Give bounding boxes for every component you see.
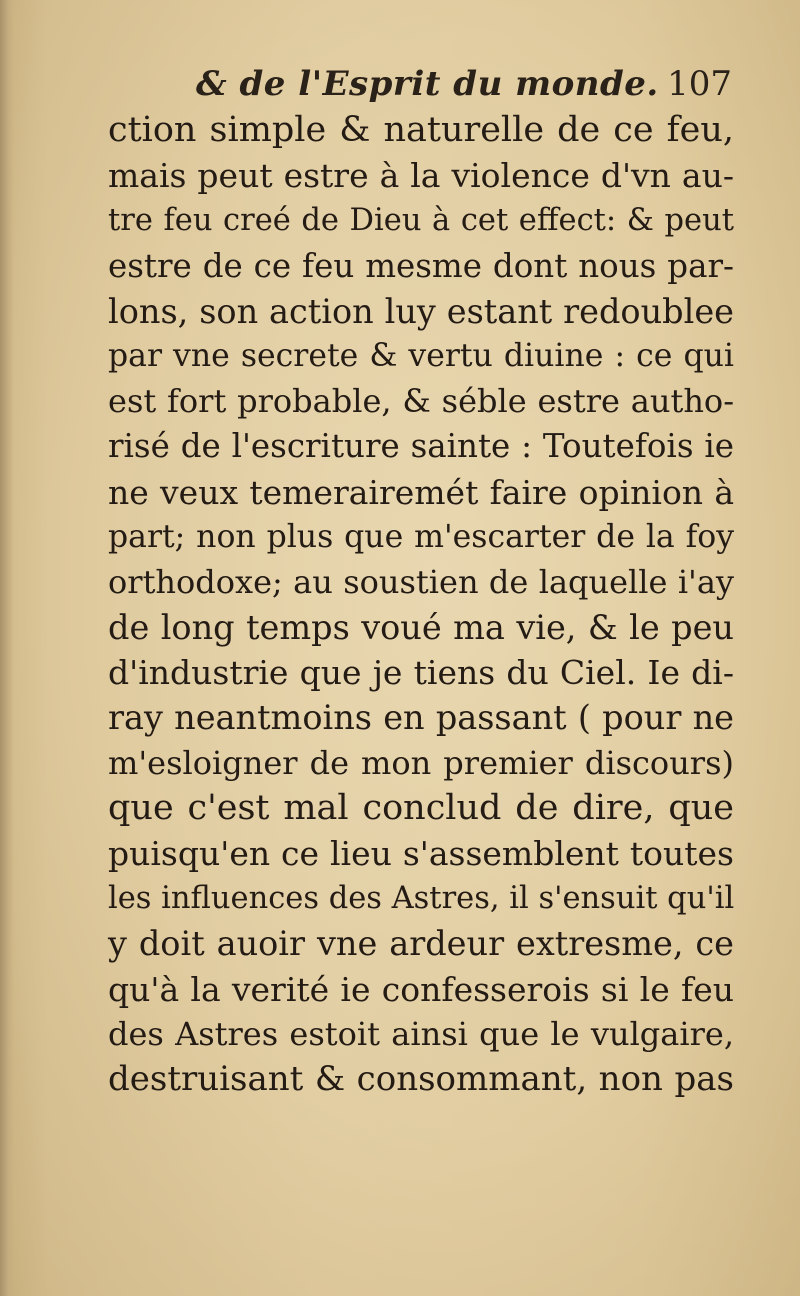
text-line: puisqu'en ce lieu s'assemblent toutes	[108, 834, 734, 873]
body-text	[108, 108, 748, 1102]
text-line: ne veux temerairemét faire opinion à	[108, 472, 734, 512]
page-gutter-shadow	[0, 0, 14, 1296]
text-line: que c'est mal conclud de dire, que	[108, 787, 734, 828]
running-title: & de l'Esprit du monde.	[196, 64, 659, 104]
text-line: m'esloigner de mon premier discours)	[108, 743, 734, 782]
text-line: tre feu creé de Dieu à cet effect: & peut	[108, 203, 734, 239]
text-line: estre de ce feu mesme dont nous par-	[108, 246, 734, 285]
text-line: y doit auoir vne ardeur extresme, ce	[108, 924, 734, 964]
text-line: qu'à la verité ie confesserois si le feu	[108, 969, 734, 1009]
page-number: 107	[667, 64, 732, 104]
text-line: des Astres estoit ainsi que le vulgaire,	[108, 1014, 734, 1053]
text-line: d'industrie que je tiens du Ciel. Ie di-	[108, 653, 734, 693]
text-line: par vne secrete & vertu diuine : ce qui	[108, 337, 734, 374]
text-line: destruisant & consommant, non pas	[108, 1058, 734, 1099]
text-line: lons, son action luy estant redoublee	[108, 291, 734, 331]
text-line: orthodoxe; au soustien de laquelle i'ay	[108, 562, 734, 601]
text-line: ray neantmoins en passant ( pour ne	[108, 698, 734, 738]
text-line: part; non plus que m'escarter de la foy	[108, 518, 734, 555]
text-line: risé de l'escriture sainte : Toutefois ie	[108, 427, 734, 466]
text-line: les influences des Astres, il s'ensuit qu'il	[108, 881, 735, 917]
text-line: de long temps voué ma vie, & le peu	[108, 608, 734, 648]
text-line: est fort probable, & séble estre autho-	[108, 382, 734, 421]
text-line: mais peut estre à la violence d'vn au-	[108, 156, 734, 196]
page-header	[196, 60, 736, 108]
text-line: ction simple & naturelle de ce feu,	[108, 110, 734, 150]
